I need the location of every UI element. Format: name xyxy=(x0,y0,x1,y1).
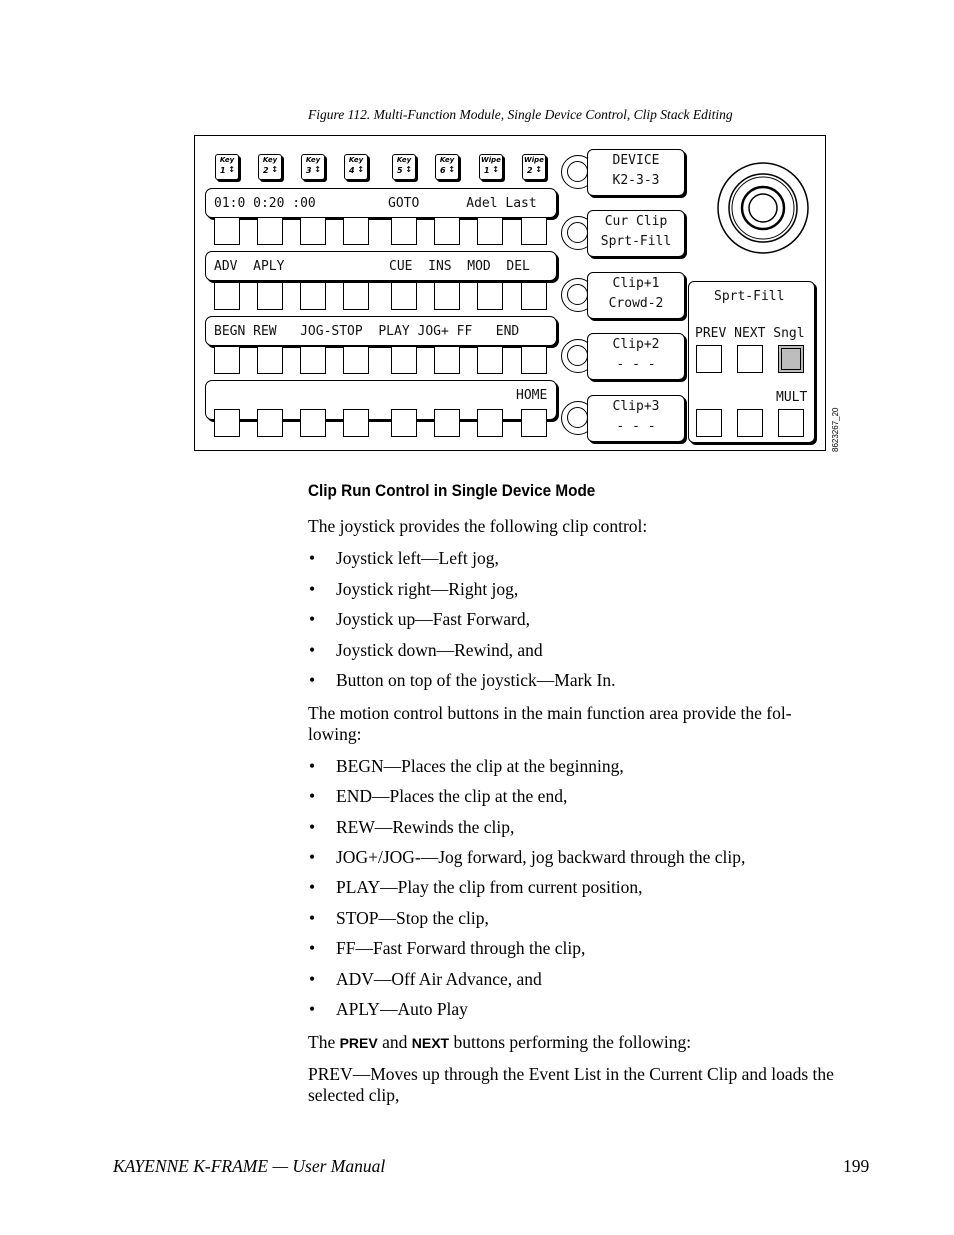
prev-description: PREV—Moves up through the Event List in the Current Clip and loads the selected clip, xyxy=(308,1064,834,1105)
keycap-number: 1 xyxy=(220,166,226,175)
joystick-intro: The joystick provides the following clip control: xyxy=(308,516,648,536)
bullet-icon: • xyxy=(309,670,316,690)
function-button-r1-c6[interactable] xyxy=(434,217,460,245)
list-item-text: STOP—Stop the clip, xyxy=(336,908,489,928)
keycap-key-3[interactable] xyxy=(301,154,325,180)
keycap-number: 6 xyxy=(440,166,446,175)
function-button-r3-c3[interactable] xyxy=(300,346,326,374)
list-item-text: Joystick left—Left jog, xyxy=(336,548,499,568)
function-button-r4-c6[interactable] xyxy=(434,409,460,437)
function-button-r1-c2[interactable] xyxy=(257,217,283,245)
keycap-wipe-1[interactable] xyxy=(479,154,503,180)
list-item-text: ADV—Off Air Advance, and xyxy=(336,969,542,989)
display-box-2 xyxy=(587,210,685,257)
section-heading: Clip Run Control in Single Device Mode xyxy=(308,481,596,500)
keycap-key-6[interactable] xyxy=(435,154,459,180)
updown-arrow-icon: ↕ xyxy=(357,165,364,174)
keycap-key-5[interactable] xyxy=(392,154,416,180)
list-item-text: Joystick up—Fast Forward, xyxy=(336,609,530,629)
bullet-icon: • xyxy=(309,786,316,806)
function-button-r3-c5[interactable] xyxy=(391,346,417,374)
function-button-r4-c8[interactable] xyxy=(521,409,547,437)
module-figure xyxy=(194,135,840,452)
function-button-r3-c8[interactable] xyxy=(521,346,547,374)
bullet-icon: • xyxy=(309,969,316,989)
keycap-number: 2 xyxy=(527,166,533,175)
function-button-r4-c7[interactable] xyxy=(477,409,503,437)
panel-button-bottom-1[interactable] xyxy=(696,409,722,437)
function-button-r2-c3[interactable] xyxy=(300,282,326,310)
keycap-number: 2 xyxy=(263,166,269,175)
function-button-r4-c1[interactable] xyxy=(214,409,240,437)
function-button-r4-c5[interactable] xyxy=(391,409,417,437)
bullet-icon: • xyxy=(309,999,316,1019)
list-item-text: PLAY—Play the clip from current position, xyxy=(336,877,643,897)
updown-arrow-icon: ↕ xyxy=(535,165,542,174)
display-line-1: Clip+1 xyxy=(612,276,660,291)
keycap-label: Key xyxy=(262,156,278,164)
updown-arrow-icon: ↕ xyxy=(271,165,278,174)
function-strip-2 xyxy=(205,251,557,281)
function-button-r3-c6[interactable] xyxy=(434,346,460,374)
function-button-r4-c4[interactable] xyxy=(343,409,369,437)
bullet-icon: • xyxy=(309,609,316,629)
keycap-key-4[interactable] xyxy=(344,154,368,180)
list-item-text: APLY—Auto Play xyxy=(336,999,468,1019)
panel-button-labels: PREV NEXT Sngl xyxy=(695,326,805,341)
function-button-r1-c5[interactable] xyxy=(391,217,417,245)
prevnext-post: buttons performing the following: xyxy=(449,1032,692,1052)
function-button-r3-c2[interactable] xyxy=(257,346,283,374)
list-item-text: Joystick down—Rewind, and xyxy=(336,640,543,660)
prevnext-mid: and xyxy=(377,1032,412,1052)
function-button-r2-c4[interactable] xyxy=(343,282,369,310)
function-button-r4-c2[interactable] xyxy=(257,409,283,437)
keycap-label: Key xyxy=(348,156,364,164)
function-button-r1-c8[interactable] xyxy=(521,217,547,245)
list-item-text: REW—Rewinds the clip, xyxy=(336,817,515,837)
function-button-r2-c8[interactable] xyxy=(521,282,547,310)
function-button-r1-c3[interactable] xyxy=(300,217,326,245)
bullet-icon: • xyxy=(309,908,316,928)
display-box-5 xyxy=(587,395,685,442)
keycap-label: Key xyxy=(219,156,235,164)
mult-button[interactable] xyxy=(778,409,804,437)
list-item-text: JOG+/JOG-—Jog forward, jog backward through the clip, xyxy=(336,847,746,867)
function-strip-3 xyxy=(205,316,557,346)
updown-arrow-icon: ↕ xyxy=(228,165,235,174)
function-button-r3-c4[interactable] xyxy=(343,346,369,374)
bullet-icon: • xyxy=(309,640,316,660)
list-item-text: Button on top of the joystick—Mark In. xyxy=(336,670,616,690)
display-line-2: Sprt-Fill xyxy=(600,234,672,249)
strip-1-label-left: 01:0 0:20 :00 xyxy=(214,196,316,211)
function-strip-1 xyxy=(205,188,557,218)
mult-label: MULT xyxy=(776,390,808,405)
keycap-key-1[interactable] xyxy=(215,154,239,180)
joystick-icon[interactable] xyxy=(713,144,813,274)
keycap-label: Wipe xyxy=(481,156,501,164)
bullet-icon: • xyxy=(309,817,316,837)
bullet-icon: • xyxy=(309,548,316,568)
next-term: NEXT xyxy=(411,1035,450,1051)
updown-arrow-icon: ↕ xyxy=(448,165,455,174)
bullet-icon: • xyxy=(309,938,316,958)
display-line-1: Clip+3 xyxy=(612,399,660,414)
display-line-2: Crowd-2 xyxy=(608,296,664,311)
updown-arrow-icon: ↕ xyxy=(405,165,412,174)
strip-2-label-left: ADV APLY xyxy=(214,259,285,274)
function-button-r2-c5[interactable] xyxy=(391,282,417,310)
motion-intro: The motion control buttons in the main function area provide the fol- lowing: xyxy=(308,703,792,744)
display-line-2: - - - xyxy=(616,357,656,372)
keycap-number: 3 xyxy=(306,166,312,175)
keycap-label: Key xyxy=(305,156,321,164)
list-item-text: Joystick right—Right jog, xyxy=(336,579,519,599)
panel-title: Sprt-Fill xyxy=(714,289,785,304)
keycap-number: 4 xyxy=(349,166,355,175)
prev-term: PREV xyxy=(339,1035,378,1051)
function-button-r3-c7[interactable] xyxy=(477,346,503,374)
keycap-label: Wipe xyxy=(524,156,544,164)
keycap-wipe-2[interactable] xyxy=(522,154,546,180)
display-line-2: - - - xyxy=(616,419,656,434)
function-button-r4-c3[interactable] xyxy=(300,409,326,437)
keycap-number: 5 xyxy=(397,166,403,175)
function-button-r1-c4[interactable] xyxy=(343,217,369,245)
updown-arrow-icon: ↕ xyxy=(492,165,499,174)
display-box-4 xyxy=(587,333,685,380)
display-line-1: DEVICE xyxy=(612,153,660,168)
function-button-r2-c6[interactable] xyxy=(434,282,460,310)
keycap-label: Key xyxy=(396,156,412,164)
keycap-label: Key xyxy=(439,156,455,164)
bullet-icon: • xyxy=(309,877,316,897)
display-line-1: Clip+2 xyxy=(612,337,660,352)
function-button-r2-c2[interactable] xyxy=(257,282,283,310)
display-box-3 xyxy=(587,272,685,319)
display-box-1 xyxy=(587,149,685,196)
sngl-button[interactable] xyxy=(778,345,804,373)
function-button-r2-c7[interactable] xyxy=(477,282,503,310)
keycap-number: 1 xyxy=(484,166,490,175)
panel-button-bottom-2[interactable] xyxy=(737,409,763,437)
strip-4-label-right: HOME xyxy=(516,388,548,403)
strip-3-label-left: BEGN REW JOG-STOP PLAY JOG+ FF END xyxy=(214,324,520,339)
list-item-text: FF—Fast Forward through the clip, xyxy=(336,938,586,958)
function-button-r1-c1[interactable] xyxy=(214,217,240,245)
display-line-1: Cur Clip xyxy=(604,214,668,229)
keycap-key-2[interactable] xyxy=(258,154,282,180)
figure-caption: Figure 112. Multi-Function Module, Single Device Control, Clip Stack Editing xyxy=(308,107,733,122)
clip-stack-panel xyxy=(688,281,815,443)
prev-button[interactable] xyxy=(696,345,722,373)
updown-arrow-icon: ↕ xyxy=(314,165,321,174)
list-item-text: END—Places the clip at the end, xyxy=(336,786,568,806)
list-item-text: BEGN—Places the clip at the beginning, xyxy=(336,756,624,776)
function-button-r3-c1[interactable] xyxy=(214,346,240,374)
footer-title: KAYENNE K-FRAME — User Manual xyxy=(113,1156,386,1176)
strip-1-label-right: GOTO Adel Last xyxy=(388,196,537,211)
prevnext-paragraph xyxy=(308,1032,873,1054)
bullet-icon: • xyxy=(309,756,316,776)
function-button-r1-c7[interactable] xyxy=(477,217,503,245)
page-number: 199 xyxy=(843,1156,870,1176)
bullet-icon: • xyxy=(309,847,316,867)
next-button[interactable] xyxy=(737,345,763,373)
bullet-icon: • xyxy=(309,579,316,599)
figure-number: 8623267_20 xyxy=(831,407,840,452)
strip-2-label-right: CUE INS MOD DEL xyxy=(389,259,530,274)
prevnext-pre: The xyxy=(308,1032,340,1052)
function-button-r2-c1[interactable] xyxy=(214,282,240,310)
display-line-2: K2-3-3 xyxy=(612,173,660,188)
